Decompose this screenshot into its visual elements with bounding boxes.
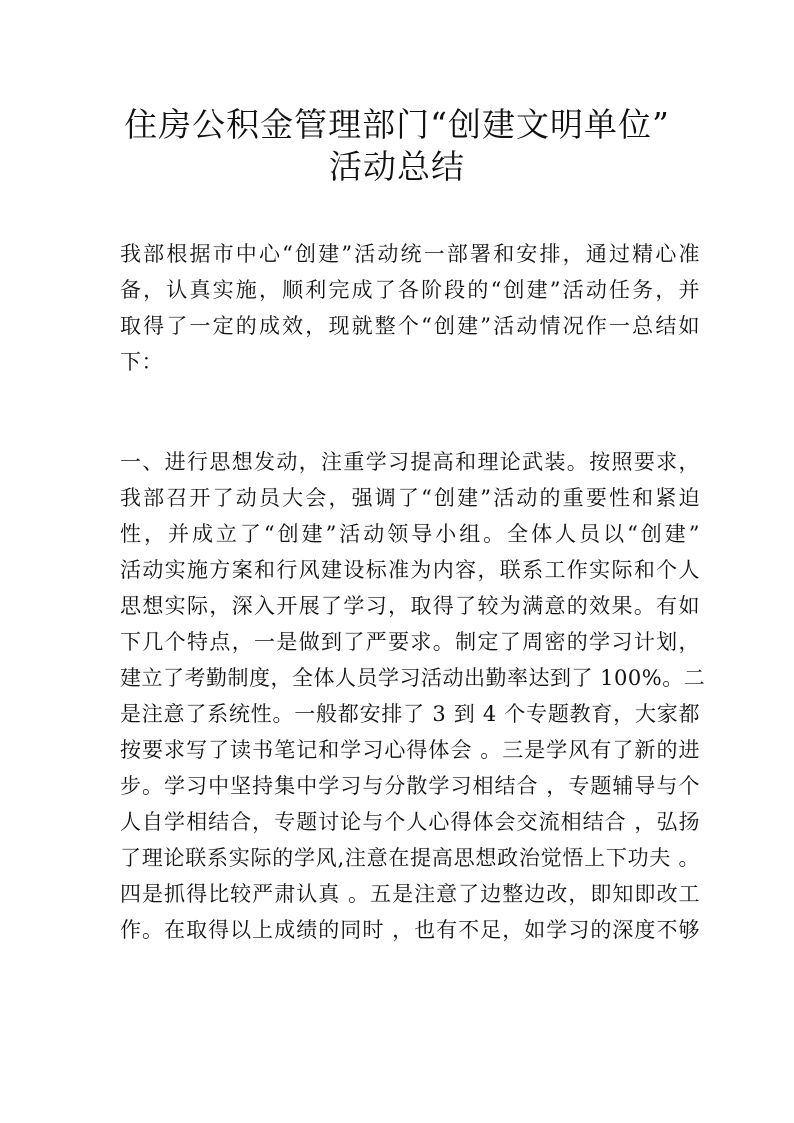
paragraph-line: 了理论联系实际的学风,注意在提高思想政治觉悟上下功夫 。 [120, 846, 700, 870]
paragraph-line: 活动实施方案和行风建设标准为内容，联系工作实际和个人 [120, 558, 700, 582]
paragraph-line: 建立了考勤制度，全体人员学习活动出勤率达到了 100%。二 [120, 666, 706, 690]
paragraph-line: 我部根据市中心“创建”活动统一部署和安排，通过精心准 [120, 242, 700, 266]
paragraph-line: 按要求写了读书笔记和学习心得体会 。三是学风有了新的进 [120, 738, 700, 762]
paragraph-line: 人自学相结合，专题讨论与个人心得体会交流相结合 ，弘扬 [120, 810, 700, 834]
paragraph-line: 思想实际，深入开展了学习，取得了较为满意的效果。有如 [120, 594, 700, 618]
paragraph-line: 备，认真实施，顺利完成了各阶段的“创建”活动任务，并 [120, 278, 700, 302]
paragraph-line: 四是抓得比较严肃认真 。五是注意了边整边改，即知即改工 [120, 882, 700, 906]
paragraph-section-1 [120, 450, 706, 956]
paragraph-line: 作。在取得以上成绩的同时 ，也有不足，如学习的深度不够 [120, 918, 700, 942]
document-title-line-2: 活动总结 [329, 147, 465, 186]
paragraph-line: 步。学习中坚持集中学习与分散学习相结合 ，专题辅导与个 [120, 774, 700, 798]
paragraph-intro [120, 244, 700, 388]
paragraph-line: 我部召开了动员大会，强调了“创建”活动的重要性和紧迫 [120, 486, 700, 510]
paragraph-line: 取得了一定的成效，现就整个“创建”活动情况作一总结如 [120, 314, 700, 338]
paragraph-line: 是注意了系统性。一般都安排了 3 到 4 个专题教育，大家都 [120, 702, 700, 726]
paragraph-line: 一、进行思想发动，注重学习提高和理论武装。按照要求， [120, 450, 700, 474]
paragraph-line: 下几个特点，一是做到了严要求。制定了周密的学习计划， [120, 630, 700, 654]
document-title-line-1: 住房公积金管理部门“创建文明单位” [124, 105, 670, 144]
paragraph-line: 下： [120, 350, 163, 374]
paragraph-line: 性，并成立了“创建”活动领导小组。全体人员以“创建” [120, 522, 700, 546]
